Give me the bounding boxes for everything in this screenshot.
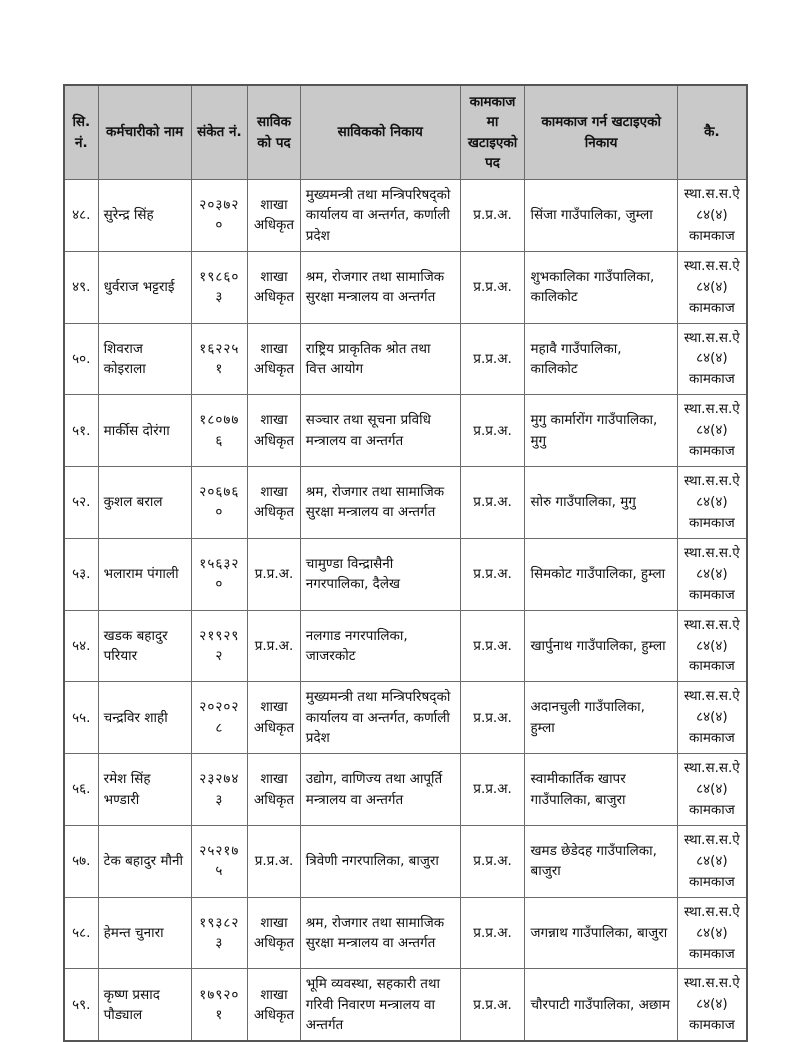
remark-line: कामकाज — [688, 371, 735, 388]
table-row — [64, 825, 747, 897]
former-office-cell: त्रिवेणी नगरपालिका, बाजुरा — [300, 825, 460, 897]
assigned-post-cell: प्र.प्र.अ. — [460, 467, 525, 539]
remarks-cell — [677, 180, 747, 252]
former-post-cell: शाखा अधिकृत — [248, 467, 301, 539]
table-row — [64, 538, 747, 610]
remark-line: स्था.स.स.ऐ — [684, 616, 740, 633]
remarks-cell — [677, 969, 747, 1041]
former-office-cell: श्रम, रोजगार तथा सामाजिक सुरक्षा मन्त्रालय वा अन्तर्गत — [300, 897, 460, 969]
former-post-cell: शाखा अधिकृत — [248, 251, 301, 323]
remark-line: ८४(४) — [696, 924, 728, 941]
remark-line: ८४(४) — [696, 278, 728, 295]
name-cell: चन्द्रविर शाही — [98, 682, 191, 754]
remark-line: ८४(४) — [696, 565, 728, 582]
table-row — [64, 682, 747, 754]
code-cell: २३२७४३ — [191, 754, 248, 826]
assigned-post-cell: प्र.प्र.अ. — [460, 897, 525, 969]
serial-cell: ५२. — [64, 467, 98, 539]
former-post-cell: प्र.प्र.अ. — [248, 825, 301, 897]
remark-line: ८४(४) — [696, 996, 728, 1013]
table-row — [64, 395, 747, 467]
remark-line: स्था.स.स.ऐ — [684, 903, 740, 920]
remark-line: स्था.स.स.ऐ — [684, 329, 740, 346]
former-post-cell: शाखा अधिकृत — [248, 969, 301, 1041]
assigned-office-cell: खमड छेडेदह गाउँपालिका, बाजुरा — [525, 825, 677, 897]
remark-line: स्था.स.स.ऐ — [684, 760, 740, 777]
remark-line: कामकाज — [688, 945, 735, 962]
remark-line: ८४(४) — [696, 206, 728, 223]
former-office-cell: भूमि व्यवस्था, सहकारी तथा गरिवी निवारण मन्त्रालय वा अन्तर्गत — [300, 969, 460, 1041]
remark-line: स्था.स.स.ऐ — [684, 975, 740, 992]
remark-line: कामकाज — [688, 730, 735, 747]
former-office-cell: श्रम, रोजगार तथा सामाजिक सुरक्षा मन्त्रालय वा अन्तर्गत — [300, 251, 460, 323]
remarks-cell — [677, 897, 747, 969]
assigned-office-cell: सिमकोट गाउँपालिका, हुम्ला — [525, 538, 677, 610]
remarks-cell — [677, 323, 747, 395]
code-cell: २५२१७५ — [191, 825, 248, 897]
code-cell: १९८६०३ — [191, 251, 248, 323]
assigned-office-cell: खार्पुनाथ गाउँपालिका, हुम्ला — [525, 610, 677, 682]
col-header-assigned-office: कामकाज गर्न खटाइएको निकाय — [525, 85, 677, 180]
assigned-post-cell: प्र.प्र.अ. — [460, 251, 525, 323]
code-cell: १५६३२० — [191, 538, 248, 610]
code-cell: १९३८२३ — [191, 897, 248, 969]
former-post-cell: शाखा अधिकृत — [248, 180, 301, 252]
remark-line: कामकाज — [688, 227, 735, 244]
former-office-cell: मुख्यमन्त्री तथा मन्त्रिपरिषद्को कार्यालय वा अन्तर्गत, कर्णाली प्रदेश — [300, 682, 460, 754]
serial-cell: ५६. — [64, 754, 98, 826]
serial-cell: ५०. — [64, 323, 98, 395]
former-post-cell: शाखा अधिकृत — [248, 395, 301, 467]
former-post-cell: शाखा अधिकृत — [248, 754, 301, 826]
remark-line: ८४(४) — [696, 852, 728, 869]
former-office-cell: सञ्चार तथा सूचना प्रविधि मन्त्रालय वा अन्तर्गत — [300, 395, 460, 467]
remarks-cell — [677, 610, 747, 682]
remarks-cell — [677, 754, 747, 826]
serial-cell: ५१. — [64, 395, 98, 467]
remark-line: स्था.स.स.ऐ — [684, 688, 740, 705]
assigned-post-cell: प्र.प्र.अ. — [460, 969, 525, 1041]
assigned-office-cell: महावै गाउँपालिका, कालिकोट — [525, 323, 677, 395]
col-header-former-post: साविकको पद — [248, 85, 301, 180]
remark-line: स्था.स.स.ऐ — [684, 186, 740, 202]
table-row — [64, 251, 747, 323]
name-cell: धुर्वराज भट्टराई — [98, 251, 191, 323]
remark-line: कामकाज — [688, 1017, 735, 1034]
col-header-assigned-post: कामकाजमा खटाइएको पद — [460, 85, 525, 180]
assigned-office-cell: जगन्नाथ गाउँपालिका, बाजुरा — [525, 897, 677, 969]
assigned-post-cell: प्र.प्र.अ. — [460, 825, 525, 897]
assigned-post-cell: प्र.प्र.अ. — [460, 180, 525, 252]
name-cell: शिवराज कोइराला — [98, 323, 191, 395]
former-post-cell: शाखा अधिकृत — [248, 323, 301, 395]
remark-line: ८४(४) — [696, 709, 728, 726]
table-row — [64, 754, 747, 826]
remark-line: कामकाज — [688, 873, 735, 890]
former-office-cell: श्रम, रोजगार तथा सामाजिक सुरक्षा मन्त्रालय वा अन्तर्गत — [300, 467, 460, 539]
table-header — [64, 85, 747, 180]
code-cell: २०६७६० — [191, 467, 248, 539]
former-office-cell: चामुण्डा विन्द्रासैनी नगरपालिका, दैलेख — [300, 538, 460, 610]
former-office-cell: मुख्यमन्त्री तथा मन्त्रिपरिषद्को कार्यालय वा अन्तर्गत, कर्णाली प्रदेश — [300, 180, 460, 252]
remark-line: ८४(४) — [696, 781, 728, 798]
assigned-post-cell: प्र.प्र.अ. — [460, 754, 525, 826]
assigned-post-cell: प्र.प्र.अ. — [460, 538, 525, 610]
name-cell: हेमन्त चुनारा — [98, 897, 191, 969]
remark-line: कामकाज — [688, 443, 735, 460]
table-body — [64, 180, 747, 1042]
former-office-cell: नलगाड नगरपालिका, जाजरकोट — [300, 610, 460, 682]
col-header-remarks: कै. — [677, 85, 747, 180]
remark-line: स्था.स.स.ऐ — [684, 544, 740, 561]
table-row — [64, 323, 747, 395]
remark-line: ८४(४) — [696, 350, 728, 367]
name-cell: खडक बहादुर परियार — [98, 610, 191, 682]
remark-line: कामकाज — [688, 586, 735, 603]
header-row — [64, 85, 747, 180]
former-office-cell: राष्ट्रिय प्राकृतिक श्रोत तथा वित्त आयोग — [300, 323, 460, 395]
deputation-table — [63, 84, 748, 1042]
remark-line: स्था.स.स.ऐ — [684, 473, 740, 490]
code-cell: २१९२९२ — [191, 610, 248, 682]
table-row — [64, 897, 747, 969]
serial-cell: ५८. — [64, 897, 98, 969]
assigned-post-cell: प्र.प्र.अ. — [460, 610, 525, 682]
table-row — [64, 610, 747, 682]
former-office-cell: उद्योग, वाणिज्य तथा आपूर्ति मन्त्रालय वा अन्तर्गत — [300, 754, 460, 826]
assigned-office-cell: सोरु गाउँपालिका, मुगु — [525, 467, 677, 539]
remark-line: स्था.स.स.ऐ — [684, 831, 740, 848]
assigned-office-cell: अदानचुली गाउँपालिका, हुम्ला — [525, 682, 677, 754]
table-row — [64, 467, 747, 539]
name-cell: टेक बहादुर मौनी — [98, 825, 191, 897]
assigned-office-cell: शुभकालिका गाउँपालिका, कालिकोट — [525, 251, 677, 323]
remarks-cell — [677, 251, 747, 323]
code-cell: १६२२५१ — [191, 323, 248, 395]
assigned-office-cell: मुगु कार्मारोंग गाउँपालिका, मुगु — [525, 395, 677, 467]
table-row — [64, 180, 747, 252]
serial-cell: ५९. — [64, 969, 98, 1041]
remark-line: कामकाज — [688, 801, 735, 818]
remarks-cell — [677, 538, 747, 610]
serial-cell: ४९. — [64, 251, 98, 323]
remark-line: कामकाज — [688, 658, 735, 675]
assigned-office-cell: चौरपाटी गाउँपालिका, अछाम — [525, 969, 677, 1041]
name-cell: सुरेन्द्र सिंह — [98, 180, 191, 252]
former-post-cell: प्र.प्र.अ. — [248, 610, 301, 682]
remarks-cell — [677, 682, 747, 754]
remarks-cell — [677, 825, 747, 897]
col-header-code: संकेत नं. — [191, 85, 248, 180]
remark-line: स्था.स.स.ऐ — [684, 257, 740, 274]
serial-cell: ५७. — [64, 825, 98, 897]
former-post-cell: प्र.प्र.अ. — [248, 538, 301, 610]
serial-cell: ५४. — [64, 610, 98, 682]
assigned-office-cell: सिंजा गाउँपालिका, जुम्ला — [525, 180, 677, 252]
remark-line: कामकाज — [688, 514, 735, 531]
serial-cell: ५३. — [64, 538, 98, 610]
remark-line: ८४(४) — [696, 422, 728, 439]
assigned-post-cell: प्र.प्र.अ. — [460, 682, 525, 754]
remarks-cell — [677, 395, 747, 467]
name-cell: भलाराम पंगाली — [98, 538, 191, 610]
name-cell: मार्कीस दोरंगा — [98, 395, 191, 467]
name-cell: कृष्ण प्रसाद पौड्याल — [98, 969, 191, 1041]
remark-line: स्था.स.स.ऐ — [684, 401, 740, 418]
code-cell: १७९२०१ — [191, 969, 248, 1041]
name-cell: कुशल बराल — [98, 467, 191, 539]
serial-cell: ४८. — [64, 180, 98, 252]
former-post-cell: शाखा अधिकृत — [248, 682, 301, 754]
remark-line: कामकाज — [688, 299, 735, 316]
assigned-office-cell: स्वामीकार्तिक खापर गाउँपालिका, बाजुरा — [525, 754, 677, 826]
assigned-post-cell: प्र.प्र.अ. — [460, 395, 525, 467]
col-header-serial: सि. नं. — [64, 85, 98, 180]
code-cell: २०३७२० — [191, 180, 248, 252]
serial-cell: ५५. — [64, 682, 98, 754]
remark-line: ८४(४) — [696, 637, 728, 654]
remarks-cell — [677, 467, 747, 539]
remark-line: ८४(४) — [696, 493, 728, 510]
col-header-former-office: साविकको निकाय — [300, 85, 460, 180]
table-row — [64, 969, 747, 1041]
code-cell: १८०७७६ — [191, 395, 248, 467]
code-cell: २०२०२८ — [191, 682, 248, 754]
assigned-post-cell: प्र.प्र.अ. — [460, 323, 525, 395]
name-cell: रमेश सिंह भण्डारी — [98, 754, 191, 826]
former-post-cell: शाखा अधिकृत — [248, 897, 301, 969]
col-header-name: कर्मचारीको नाम — [98, 85, 191, 180]
